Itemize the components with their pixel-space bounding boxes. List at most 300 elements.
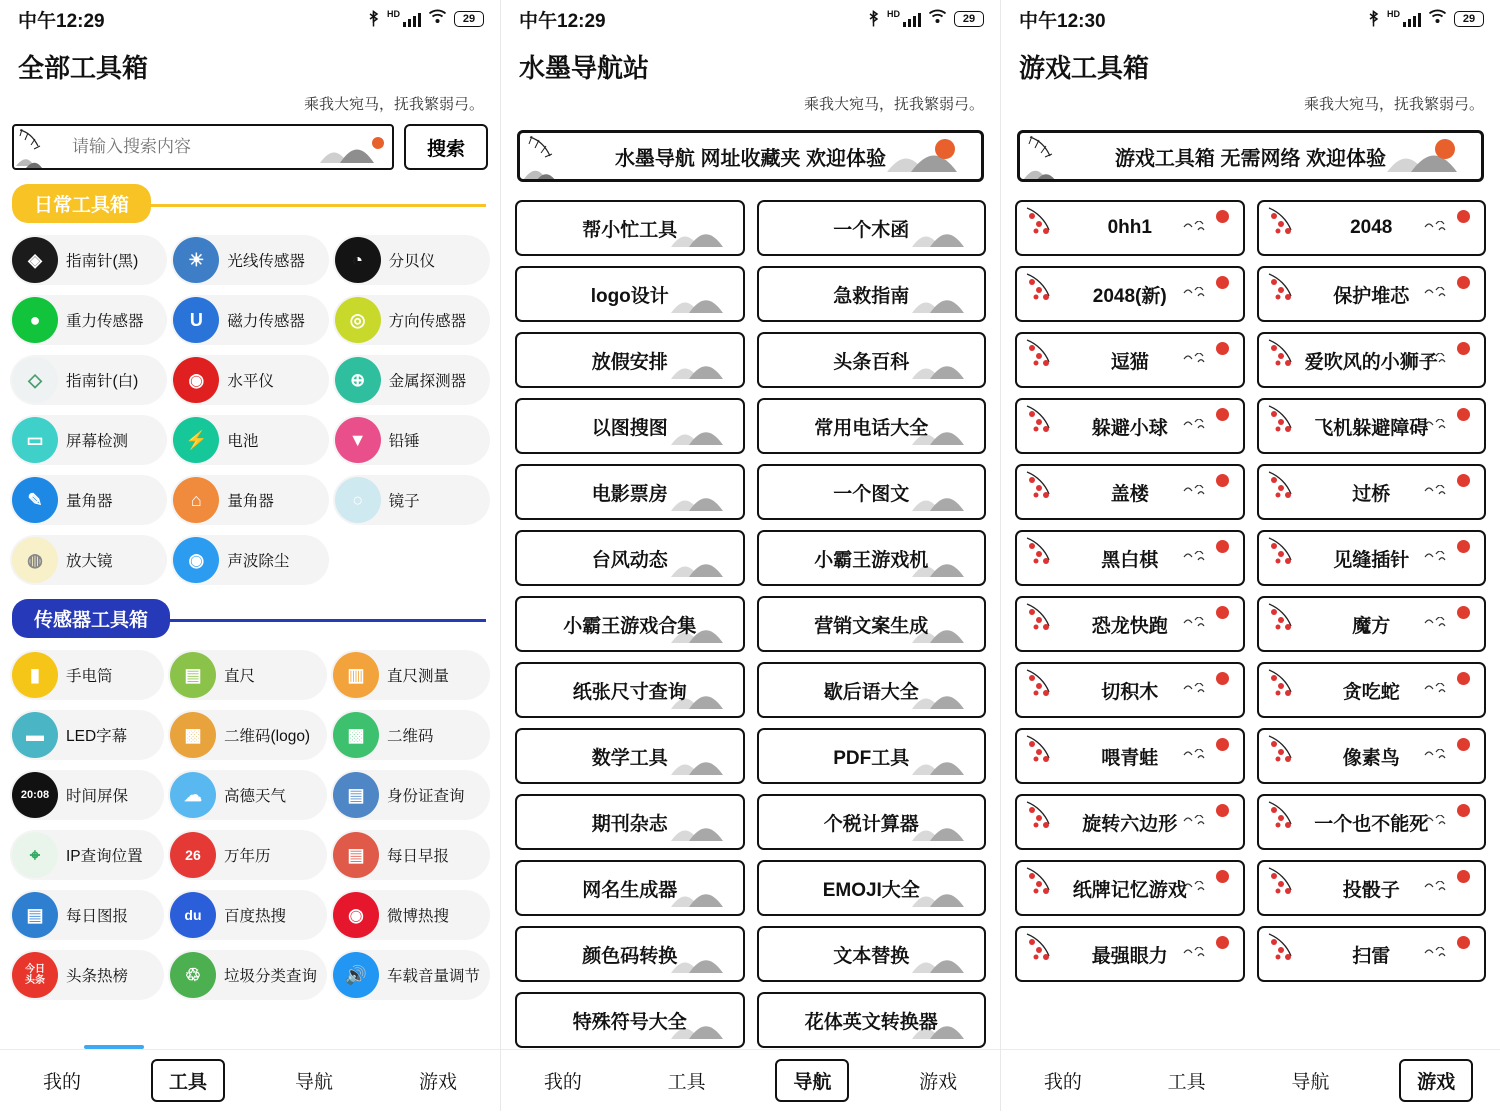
screen-games	[1000, 0, 1500, 1111]
section-title: 传感器工具箱	[12, 599, 170, 638]
nav-item-label: 急救指南	[833, 285, 910, 307]
game-item[interactable]	[1015, 200, 1245, 256]
protractor-icon: ✎	[12, 477, 58, 523]
search-input[interactable]	[70, 136, 392, 158]
nav-item[interactable]	[757, 794, 987, 850]
game-item[interactable]	[1015, 530, 1245, 586]
tab-games[interactable]: 游戏	[1399, 1059, 1473, 1102]
tool-label: 身份证查询	[386, 788, 465, 805]
red-dot-icon	[1216, 276, 1229, 289]
tool-label: 高德天气	[223, 788, 286, 805]
birds-icon	[1424, 220, 1450, 238]
tab-nav[interactable]: 导航	[1291, 1072, 1330, 1093]
red-dot-icon	[1216, 804, 1229, 817]
red-dot-icon	[1457, 540, 1470, 553]
flashlight-icon: ▮	[12, 652, 58, 698]
game-item-label: 保护堆芯	[1333, 285, 1410, 307]
ink-bamboo-icon	[524, 131, 580, 182]
page-subtitle: 乘我大宛马，抚我繁弱弓。	[803, 96, 984, 113]
plum-blossom-icon	[1023, 600, 1069, 645]
qrcode-icon: ▩	[333, 712, 379, 758]
tool-label: 指南针(黑)	[66, 253, 139, 270]
games-banner-text: 游戏工具箱 无需网络 欢迎体验	[1114, 147, 1387, 170]
birds-icon	[1183, 814, 1209, 832]
ink-mountain-icon	[671, 819, 735, 846]
tool-item[interactable]	[10, 295, 167, 345]
birds-icon	[1424, 748, 1450, 766]
birds-icon	[1183, 352, 1209, 370]
tool-item[interactable]	[331, 770, 490, 820]
nav-item[interactable]	[515, 266, 745, 322]
tool-item[interactable]	[10, 950, 164, 1000]
daily-image-icon: ▤	[12, 892, 58, 938]
tool-item[interactable]	[171, 295, 328, 345]
ruler-measure-icon: ▥	[333, 652, 379, 698]
birds-icon	[1424, 550, 1450, 568]
tool-item[interactable]	[10, 650, 164, 700]
ink-mountain-icon	[912, 753, 976, 780]
signal-icon	[903, 11, 921, 27]
plum-blossom-icon	[1265, 600, 1311, 645]
tool-item[interactable]	[331, 950, 490, 1000]
hd-icon: HD	[887, 9, 900, 19]
nav-item[interactable]	[515, 794, 745, 850]
tool-item[interactable]	[171, 475, 328, 525]
section-daily-tools	[0, 184, 500, 223]
ink-mountain-icon	[912, 687, 976, 714]
game-item[interactable]	[1257, 926, 1487, 982]
tool-label: 铅锤	[388, 433, 420, 450]
red-dot-icon	[1457, 408, 1470, 421]
birds-icon	[1183, 616, 1209, 634]
tab-games[interactable]: 游戏	[418, 1072, 457, 1093]
game-item[interactable]	[1257, 596, 1487, 652]
battery-level: 29	[1454, 11, 1484, 27]
red-dot-icon	[1216, 936, 1229, 949]
tool-label: 微博热搜	[386, 908, 449, 925]
plum-blossom-icon	[1265, 534, 1311, 579]
tool-item[interactable]	[168, 650, 327, 700]
tool-label: 每日图报	[66, 908, 129, 925]
tab-mine[interactable]: 我的	[543, 1072, 582, 1093]
nav-item[interactable]	[757, 464, 987, 520]
game-item[interactable]	[1257, 266, 1487, 322]
tool-item[interactable]	[168, 770, 327, 820]
tab-games[interactable]: 游戏	[919, 1072, 958, 1093]
game-item-label: 2048	[1350, 217, 1393, 238]
plum-blossom-icon	[1265, 336, 1311, 381]
game-item[interactable]	[1015, 728, 1245, 784]
birds-icon	[1424, 880, 1450, 898]
birds-icon	[1183, 682, 1209, 700]
game-item-label: 贪吃蛇	[1342, 681, 1400, 703]
plum-blossom-icon	[1023, 732, 1069, 777]
nav-item[interactable]	[757, 992, 987, 1048]
tool-item[interactable]	[168, 710, 327, 760]
game-item[interactable]	[1015, 332, 1245, 388]
game-item[interactable]	[1257, 794, 1487, 850]
nav-item[interactable]	[515, 332, 745, 388]
red-dot-icon	[1216, 342, 1229, 355]
car-volume-icon: 🔊	[333, 952, 379, 998]
ink-mountain-icon	[912, 885, 976, 912]
game-list	[1001, 196, 1500, 1052]
weibo-hot-icon: ◉	[333, 892, 379, 938]
tab-tools[interactable]: 工具	[151, 1059, 225, 1102]
signal-icon	[1403, 11, 1421, 27]
game-item[interactable]	[1257, 200, 1487, 256]
games-banner	[1017, 130, 1484, 182]
plum-blossom-icon	[1023, 204, 1069, 249]
tab-bar	[0, 1049, 500, 1111]
nav-item[interactable]	[515, 398, 745, 454]
compass-black-icon: ◈	[12, 237, 58, 283]
bluetooth-icon	[867, 10, 880, 28]
section-title: 日常工具箱	[12, 184, 151, 223]
game-item-label: 纸牌记忆游戏	[1072, 879, 1187, 901]
tool-item[interactable]	[333, 415, 490, 465]
tab-mine[interactable]: 我的	[1043, 1072, 1082, 1093]
nav-item[interactable]	[757, 596, 987, 652]
ip-location-icon: ⌖	[12, 832, 58, 878]
plum-blossom-icon	[1265, 930, 1311, 975]
nav-item[interactable]	[757, 266, 987, 322]
birds-icon	[1183, 748, 1209, 766]
red-dot-icon	[1216, 738, 1229, 751]
plum-blossom-icon	[1023, 402, 1069, 447]
wifi-icon	[428, 8, 447, 30]
tool-label: 分贝仪	[388, 253, 436, 270]
ink-mountain-icon	[912, 225, 976, 252]
tool-item[interactable]	[10, 830, 164, 880]
bluetooth-icon	[1367, 10, 1380, 28]
page-title: 游戏工具箱	[1019, 53, 1150, 83]
birds-icon	[1183, 286, 1209, 304]
nav-item-label: 以图搜图	[591, 417, 668, 439]
baidu-hot-icon: du	[170, 892, 216, 938]
qrcode-logo-icon: ▩	[170, 712, 216, 758]
magnifier-icon: ◍	[12, 537, 58, 583]
nav-item[interactable]	[515, 926, 745, 982]
red-dot-icon	[1457, 474, 1470, 487]
plum-blossom-icon	[1023, 270, 1069, 315]
direction-sensor-icon: ◎	[335, 297, 381, 343]
game-item-label: 切积木	[1101, 681, 1159, 703]
calendar-icon: 26	[170, 832, 216, 878]
tool-item[interactable]	[10, 355, 167, 405]
red-dot-icon	[1457, 210, 1470, 223]
id-card-icon: ▤	[333, 772, 379, 818]
tool-item[interactable]	[10, 710, 164, 760]
plum-blossom-icon	[1023, 534, 1069, 579]
nav-item-label: 帮小忙工具	[582, 219, 678, 241]
wifi-icon	[1428, 8, 1447, 30]
nav-item-label: 常用电话大全	[814, 417, 929, 439]
game-item-label: 爱吹风的小狮子	[1304, 351, 1438, 373]
screen-test-icon: ▭	[12, 417, 58, 463]
signal-icon	[403, 11, 421, 27]
tool-item[interactable]	[10, 415, 167, 465]
game-item[interactable]	[1257, 464, 1487, 520]
tool-item[interactable]	[10, 890, 164, 940]
tool-label: 二维码	[386, 728, 434, 745]
tool-item[interactable]	[171, 355, 328, 405]
tool-item[interactable]	[10, 770, 164, 820]
tool-label: 手电筒	[66, 668, 113, 685]
red-dot-icon	[1457, 342, 1470, 355]
nav-item-label: logo设计	[590, 285, 669, 307]
ink-mountain-icon	[671, 885, 735, 912]
game-item[interactable]	[1015, 662, 1245, 718]
light-sensor-icon: ☀	[173, 237, 219, 283]
game-item-label: 最强眼力	[1091, 945, 1168, 967]
tool-item[interactable]	[331, 890, 490, 940]
game-item-label: 一个也不能死	[1314, 813, 1429, 835]
red-dot-icon	[1457, 870, 1470, 883]
red-dot-icon	[1457, 738, 1470, 751]
tab-tools[interactable]: 工具	[1167, 1072, 1206, 1093]
battery-level: 29	[954, 11, 984, 27]
ink-mountain-icon	[671, 291, 735, 318]
metal-detector-icon: ⊕	[335, 357, 381, 403]
tool-item[interactable]	[10, 475, 167, 525]
decibel-meter-icon: ◔	[335, 237, 381, 283]
nav-item[interactable]	[515, 596, 745, 652]
tool-label: 金属探测器	[388, 373, 467, 390]
birds-icon	[1183, 418, 1209, 436]
tool-item[interactable]	[331, 650, 490, 700]
birds-icon	[1424, 946, 1450, 964]
game-item[interactable]	[1257, 398, 1487, 454]
ink-mountain-icon	[912, 357, 976, 384]
tool-item[interactable]	[168, 830, 327, 880]
nav-item[interactable]	[515, 992, 745, 1048]
nav-item-label: 头条百科	[833, 351, 910, 373]
game-item-label: 飞机躲避障碍	[1314, 417, 1429, 439]
nav-item-label: 期刊杂志	[591, 813, 668, 835]
tool-label: 量角器	[227, 493, 274, 510]
ink-branch-icon	[16, 126, 66, 170]
protractor-orange-icon: ⌂	[173, 477, 219, 523]
nav-item[interactable]	[515, 662, 745, 718]
magnet-sensor-icon: U	[173, 297, 219, 343]
game-item-label: 投骰子	[1342, 879, 1400, 901]
game-item-label: 盖楼	[1110, 483, 1149, 505]
tool-label: 百度热搜	[223, 908, 286, 925]
game-item[interactable]	[1257, 530, 1487, 586]
ink-mountain-icon	[912, 489, 976, 516]
tool-item[interactable]	[333, 235, 490, 285]
ink-mountain-icon	[887, 142, 973, 177]
plum-blossom-icon	[1023, 798, 1069, 843]
nav-item-label: 纸张尺寸查询	[572, 681, 687, 703]
tool-item[interactable]	[171, 535, 328, 585]
tab-tools[interactable]: 工具	[667, 1072, 706, 1093]
game-item[interactable]	[1015, 464, 1245, 520]
nav-item[interactable]	[515, 860, 745, 916]
sound-dust-icon: ◉	[173, 537, 219, 583]
level-icon: ◉	[173, 357, 219, 403]
nav-item[interactable]	[515, 464, 745, 520]
nav-item-label: 电影票房	[591, 483, 668, 505]
tool-item[interactable]	[10, 535, 167, 585]
status-time: 中午12:29	[519, 10, 606, 32]
nav-item-label: 特殊符号大全	[572, 1011, 687, 1033]
tool-label: 垃圾分类查询	[223, 968, 317, 985]
nav-item-label: 网名生成器	[582, 879, 678, 901]
game-item-label: 恐龙快跑	[1091, 615, 1168, 637]
red-dot-icon	[1216, 672, 1229, 685]
red-dot-icon	[1457, 672, 1470, 685]
ink-mountain-icon	[671, 555, 735, 582]
tool-item[interactable]	[331, 830, 490, 880]
tool-item[interactable]	[333, 355, 490, 405]
battery-level: 29	[454, 11, 484, 27]
game-item[interactable]	[1257, 728, 1487, 784]
game-item[interactable]	[1015, 596, 1245, 652]
game-item-label: 旋转六边形	[1082, 813, 1178, 835]
nav-item-label: 数学工具	[591, 747, 668, 769]
tool-label: 重力传感器	[66, 313, 144, 330]
nav-item[interactable]	[515, 530, 745, 586]
plum-blossom-icon	[1023, 666, 1069, 711]
page-title: 水墨导航站	[519, 53, 650, 83]
battery-icon: ⚡	[173, 417, 219, 463]
nav-item-label: 一个木函	[833, 219, 910, 241]
nav-item[interactable]	[757, 926, 987, 982]
nav-item-label: 营销文案生成	[814, 615, 929, 637]
tool-item[interactable]	[168, 890, 327, 940]
tool-label: 光线传感器	[227, 253, 305, 270]
tab-mine[interactable]: 我的	[42, 1072, 81, 1093]
game-item[interactable]	[1257, 860, 1487, 916]
nav-item-label: 文本替换	[833, 945, 910, 967]
section-sensor-tools	[0, 599, 500, 638]
birds-icon	[1424, 616, 1450, 634]
nav-item[interactable]	[757, 530, 987, 586]
tool-item[interactable]	[171, 235, 328, 285]
nav-item-label: 一个图文	[833, 483, 910, 505]
red-dot-icon	[1457, 276, 1470, 289]
birds-icon	[1424, 286, 1450, 304]
garbage-sort-icon: ♲	[170, 952, 216, 998]
nav-item-label: 花体英文转换器	[804, 1011, 938, 1033]
nav-item[interactable]	[757, 728, 987, 784]
nav-list	[501, 196, 1000, 1118]
tool-item[interactable]	[333, 475, 490, 525]
tab-nav[interactable]: 导航	[775, 1059, 849, 1102]
page-subtitle: 乘我大宛马，抚我繁弱弓。	[1303, 96, 1484, 113]
tool-grid-daily	[0, 229, 500, 585]
tool-item[interactable]	[331, 710, 490, 760]
compass-white-icon: ◇	[12, 357, 58, 403]
tool-label: 车载音量调节	[386, 968, 480, 985]
tool-grid-sensor	[0, 644, 500, 1000]
wifi-icon	[928, 8, 947, 30]
game-item[interactable]	[1257, 662, 1487, 718]
nav-item-label: 个税计算器	[823, 813, 919, 835]
status-bar	[1001, 0, 1500, 38]
tool-label: 直尺	[223, 668, 255, 685]
tool-label: LED字幕	[66, 728, 128, 745]
ink-mountain-icon	[671, 489, 735, 516]
tab-nav[interactable]: 导航	[294, 1072, 333, 1093]
ink-mountain-icon	[912, 951, 976, 978]
red-dot-icon	[1216, 408, 1229, 421]
nav-item[interactable]	[515, 728, 745, 784]
tool-item[interactable]	[333, 295, 490, 345]
game-item-label: 2048(新)	[1092, 285, 1167, 307]
nav-item-label: 小霸王游戏合集	[563, 615, 697, 637]
nav-item[interactable]	[757, 200, 987, 256]
nav-item-label: 台风动态	[591, 549, 668, 571]
hd-icon: HD	[387, 9, 400, 19]
bluetooth-icon	[367, 10, 380, 28]
tool-label: 直尺测量	[386, 668, 449, 685]
birds-icon	[1183, 550, 1209, 568]
game-item[interactable]	[1015, 398, 1245, 454]
ink-mountain-icon	[671, 423, 735, 450]
status-bar	[0, 0, 500, 38]
plum-blossom-icon	[1265, 468, 1311, 513]
game-item[interactable]	[1015, 794, 1245, 850]
tool-label: 屏幕检测	[66, 433, 129, 450]
daily-news-icon: ▤	[333, 832, 379, 878]
plum-blossom-icon	[1265, 270, 1311, 315]
led-subtitle-icon: ▬	[12, 712, 58, 758]
tool-label: 镜子	[388, 493, 420, 510]
nav-banner	[517, 130, 984, 182]
ink-mountain-icon	[912, 819, 976, 846]
nav-item[interactable]	[757, 860, 987, 916]
plum-blossom-icon	[1023, 930, 1069, 975]
tool-item[interactable]	[171, 415, 328, 465]
tool-item[interactable]	[10, 235, 167, 285]
status-time: 中午12:30	[1019, 10, 1106, 32]
search-button[interactable]: 搜索	[404, 124, 488, 170]
tool-item[interactable]	[168, 950, 327, 1000]
game-item-label: 喂青蛙	[1101, 747, 1159, 769]
tool-label: 头条热榜	[66, 968, 129, 985]
tool-label: 时间屏保	[66, 788, 129, 805]
clock-screensaver-icon: 20:08	[12, 772, 58, 818]
game-item[interactable]	[1015, 266, 1245, 322]
plum-blossom-icon	[1265, 798, 1311, 843]
ink-bamboo-icon	[1024, 131, 1080, 182]
nav-item[interactable]	[515, 200, 745, 256]
hd-icon: HD	[1387, 9, 1400, 19]
game-item[interactable]	[1015, 860, 1245, 916]
game-item-label: 黑白棋	[1101, 549, 1159, 571]
game-item[interactable]	[1257, 332, 1487, 388]
game-item-label: 扫雷	[1352, 945, 1391, 967]
game-item-label: 过桥	[1352, 483, 1391, 505]
tool-label: 放大镜	[66, 553, 113, 570]
status-bar	[501, 0, 1000, 38]
screen-tools	[0, 0, 500, 1111]
nav-item[interactable]	[757, 662, 987, 718]
nav-item[interactable]	[757, 332, 987, 388]
birds-icon	[1424, 682, 1450, 700]
plum-blossom-icon	[1265, 864, 1311, 909]
search-box[interactable]	[12, 124, 394, 170]
gravity-sensor-icon: ●	[12, 297, 58, 343]
tab-bar	[1001, 1049, 1500, 1111]
nav-item-label: 放假安排	[591, 351, 668, 373]
game-item[interactable]	[1015, 926, 1245, 982]
game-item-label: 躲避小球	[1091, 417, 1168, 439]
nav-item[interactable]	[757, 398, 987, 454]
